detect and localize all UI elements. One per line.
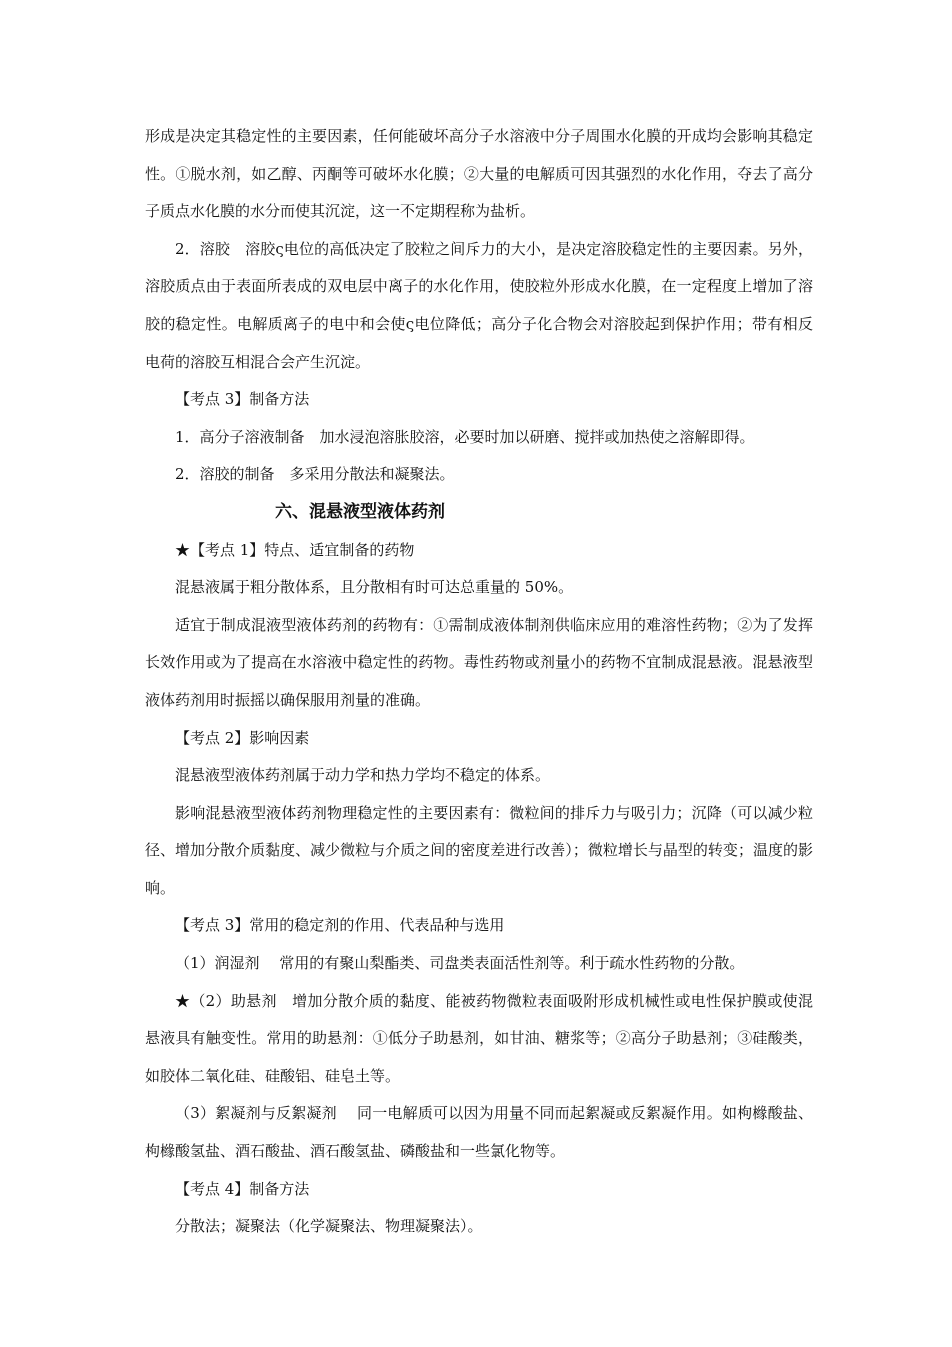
section-subheading: 【考点 4】制备方法 bbox=[175, 1179, 310, 1198]
paragraph: 影响混悬液型液体药剂物理稳定性的主要因素有：微粒间的排斥力与吸引力；沉降（可以减少粒径、增加分散介质黏度、减少微粒与介质之间的密度差进行改善）；微粒增长与晶型的转变；温度的影响。 bbox=[145, 803, 813, 897]
document-body bbox=[145, 118, 813, 1246]
paragraph: 2．溶胶的制备 多采用分散法和凝聚法。 bbox=[175, 465, 455, 484]
paragraph: 分散法；凝聚法（化学凝聚法、物理凝聚法）。 bbox=[175, 1217, 483, 1236]
paragraph: 混悬液型液体药剂属于动力学和热力学均不稳定的体系。 bbox=[175, 766, 551, 785]
section-subheading: 【考点 3】制备方法 bbox=[175, 390, 310, 409]
paragraph: 适宜于制成混液型液体药剂的药物有：①需制成液体制剂供临床应用的难溶性药物；②为了发挥长效作用或为了提高在水溶液中稳定性的药物。毒性药物或剂量小的药物不宜制成混悬液。混悬液型液体药剂用时振摇以确保服用剂量的准确。 bbox=[145, 615, 813, 709]
section-subheading: ★【考点 1】特点、适宜制备的药物 bbox=[175, 540, 415, 559]
paragraph: ★（2）助悬剂 增加分散介质的黏度、能被药物微粒表面吸附形成机械性或电性保护膜或使混悬液具有触变性。常用的助悬剂：①低分子助悬剂，如甘油、糖浆等；②高分子助悬剂；③硅酸类，如胶体二氧化硅、硅酸铝、硅皂土等。 bbox=[145, 991, 813, 1085]
section-subheading: 【考点 3】常用的稳定剂的作用、代表品种与选用 bbox=[175, 916, 505, 935]
paragraph: （1）润湿剂 常用的有聚山梨酯类、司盘类表面活性剂等。利于疏水性药物的分散。 bbox=[175, 954, 745, 973]
paragraph: 形成是决定其稳定性的主要因素，任何能破坏高分子水溶液中分子周围水化膜的开成均会影响其稳定性。①脱水剂，如乙醇、丙酮等可破坏水化膜；②大量的电解质可因其强烈的水化作用，夺去了高分子质点水化膜的水分而使其沉淀，这一不定期程称为盐析。 bbox=[145, 127, 813, 221]
paragraph: 2．溶胶 溶胶ς电位的高低决定了胶粒之间斥力的大小，是决定溶胶稳定性的主要因素。另外，溶胶质点由于表面所表成的双电层中离子的水化作用，使胶粒外形成水化膜，在一定程度上增加了溶胶的稳定性。电解质离子的电中和会使ς电位降低；高分子化合物会对溶胶起到保护作用；带有相反电荷的溶胶互相混合会产生沉淀。 bbox=[145, 239, 813, 371]
paragraph: 混悬液属于粗分散体系，且分散相有时可达总重量的 50%。 bbox=[175, 578, 574, 597]
paragraph: 1．高分子溶液制备 加水浸泡溶胀胶溶，必要时加以研磨、搅拌或加热使之溶解即得。 bbox=[175, 427, 755, 446]
section-subheading: 【考点 2】影响因素 bbox=[175, 728, 310, 747]
section-heading: 六、混悬液型液体药剂 bbox=[275, 501, 445, 522]
paragraph: （3）絮凝剂与反絮凝剂 同一电解质可以因为用量不同而起絮凝或反絮凝作用。如枸橼酸盐、枸橼酸氢盐、酒石酸盐、酒石酸氢盐、磷酸盐和一些氯化物等。 bbox=[145, 1104, 813, 1161]
